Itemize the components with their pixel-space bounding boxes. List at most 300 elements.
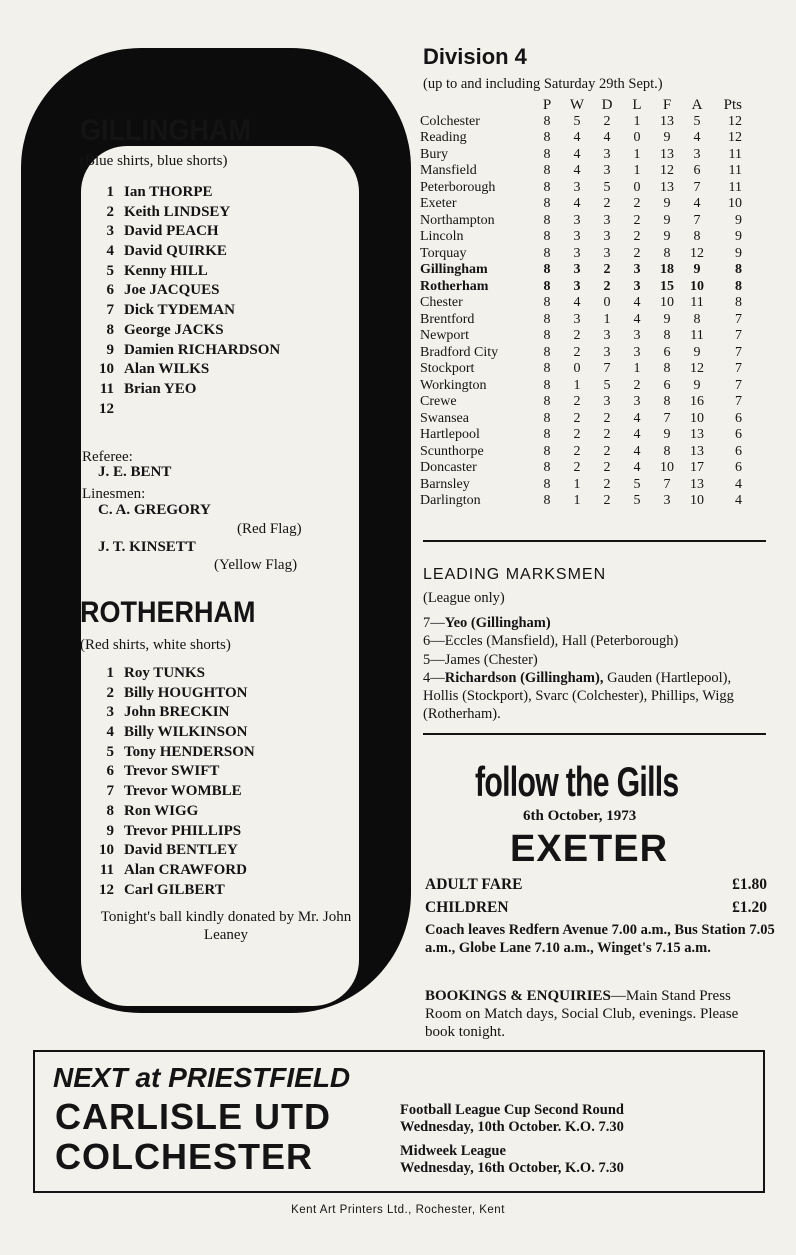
stat-f: 10: [660, 295, 674, 311]
children-fare-row: [425, 899, 767, 917]
stat-l: 3: [633, 344, 641, 360]
player-name: Alan WILKS: [124, 361, 210, 378]
stat-a: 10: [690, 493, 704, 509]
stat-l: 5: [633, 476, 641, 492]
table-row: [420, 411, 742, 428]
away-trip-date: 6th October, 1973: [523, 808, 637, 824]
stat-f: 9: [663, 212, 671, 228]
stat-f: 3: [663, 493, 671, 509]
stat-f: 12: [660, 163, 674, 179]
marksmen-subtitle: (League only): [423, 590, 505, 606]
stat-f: 15: [660, 278, 674, 294]
table-row: [420, 444, 742, 461]
stat-a: 13: [690, 476, 704, 492]
player-row: [88, 665, 255, 685]
player-name: Damien RICHARDSON: [124, 341, 281, 358]
player-row: [88, 685, 255, 705]
stat-l: 4: [633, 427, 641, 443]
player-row: [88, 243, 280, 263]
stat-pts: 11: [728, 146, 742, 162]
table-row: [420, 279, 742, 296]
stat-p: 8: [543, 113, 551, 129]
stat-p: 8: [543, 229, 551, 245]
stat-l: 5: [633, 493, 641, 509]
stat-w: 1: [573, 493, 581, 509]
stat-w: 3: [573, 229, 581, 245]
stat-pts: 9: [735, 229, 742, 245]
stat-d: 2: [603, 196, 611, 212]
stat-l: 2: [633, 229, 641, 245]
table-row: [420, 295, 742, 312]
stat-f: 9: [663, 427, 671, 443]
table-row: [420, 213, 742, 230]
stat-l: 4: [633, 295, 641, 311]
stat-p: 8: [543, 130, 551, 146]
player-name: Trevor WOMBLE: [124, 783, 242, 800]
team-name: Peterborough: [420, 179, 496, 195]
stat-a: 11: [690, 295, 704, 311]
table-row: [420, 477, 742, 494]
shirt-number: 8: [106, 802, 114, 819]
stat-d: 2: [603, 427, 611, 443]
shirt-number: 7: [106, 302, 114, 319]
table-row: [420, 427, 742, 444]
player-row: [88, 204, 280, 224]
stat-p: 8: [543, 196, 551, 212]
stat-l: 3: [633, 328, 641, 344]
adult-fare-label: ADULT FARE: [425, 876, 523, 893]
stat-p: 8: [543, 377, 551, 393]
match-ball-donation: Tonight's ball kindly donated by Mr. John Leaney: [100, 909, 352, 943]
team-name: Swansea: [420, 410, 469, 426]
linesman-2: J. T. KINSETT: [98, 539, 196, 555]
stat-a: 6: [693, 163, 701, 179]
shirt-number: 11: [99, 380, 114, 397]
stat-l: 0: [633, 179, 641, 195]
adult-fare-row: [425, 876, 767, 894]
stat-p: 8: [543, 278, 551, 294]
player-row: [88, 823, 255, 843]
linesman-2-flag: (Yellow Flag): [214, 557, 298, 573]
next-team-2: COLCHESTER: [55, 1136, 314, 1177]
stat-pts: 9: [735, 212, 742, 228]
player-name: George JACKS: [124, 321, 224, 338]
player-name: Dick TYDEMAN: [124, 302, 235, 319]
stat-p: 8: [543, 493, 551, 509]
rotherham-kit: (Red shirts, white shorts): [80, 637, 231, 653]
shirt-number: 8: [106, 321, 114, 338]
player-name: Trevor PHILLIPS: [124, 822, 242, 839]
team-name: Lincoln: [420, 229, 464, 245]
player-name: Ian THORPE: [124, 184, 213, 200]
shirt-number: 12: [99, 400, 114, 417]
player-row: [88, 862, 255, 882]
stat-a: 9: [693, 344, 701, 360]
player-row: [88, 322, 280, 342]
marksmen-line: 6—Eccles (Mansfield), Hall (Peterborough): [423, 633, 679, 650]
shirt-number: 2: [106, 684, 114, 701]
table-row: [420, 180, 742, 197]
stat-l: 1: [633, 146, 641, 162]
stat-p: 8: [543, 460, 551, 476]
table-row: [420, 394, 742, 411]
stat-pts: 11: [728, 179, 742, 195]
player-row: [88, 744, 255, 764]
stat-p: 8: [543, 295, 551, 311]
player-row: [88, 882, 255, 902]
stat-f: 8: [663, 361, 671, 377]
table-row: [420, 196, 742, 213]
stat-a: 8: [693, 311, 701, 327]
stat-a: 9: [693, 262, 701, 278]
stat-f: 8: [663, 245, 671, 261]
stat-f: 13: [660, 179, 674, 195]
stat-w: 4: [573, 295, 581, 311]
divider: [423, 540, 766, 542]
column-header: F: [662, 97, 672, 114]
linesmen-label: Linesmen:: [82, 486, 146, 502]
player-row: [88, 361, 280, 381]
column-header: W: [569, 97, 585, 114]
player-name: Ron WIGG: [124, 802, 199, 819]
team-name: Torquay: [420, 245, 467, 261]
stat-d: 2: [603, 410, 611, 426]
player-name: David PEACH: [124, 223, 219, 240]
table-row: [420, 114, 742, 131]
stat-p: 8: [543, 212, 551, 228]
stat-a: 16: [690, 394, 704, 410]
stat-p: 8: [543, 311, 551, 327]
bookings-info: BOOKINGS & ENQUIRIES—Main Stand Press Room on Match days, Social Club, evenings. Please book tonight.: [425, 988, 739, 1040]
column-header: D: [601, 97, 613, 114]
stat-pts: 6: [735, 410, 742, 426]
team-name: Brentford: [420, 311, 475, 327]
stat-w: 3: [573, 179, 581, 195]
stat-w: 2: [573, 443, 581, 459]
column-header: P: [542, 97, 552, 114]
stat-d: 2: [603, 476, 611, 492]
stat-pts: 7: [735, 377, 742, 393]
player-row: [88, 223, 280, 243]
stat-l: 1: [633, 163, 641, 179]
player-name: David QUIRKE: [124, 243, 227, 260]
column-header: L: [632, 97, 642, 114]
next-fixture-1: Football League Cup Second Round Wednesday, 10th October. K.O. 7.30: [400, 1102, 624, 1135]
player-name: John BRECKIN: [124, 704, 230, 721]
team-name: Crewe: [420, 394, 457, 410]
team-name: Colchester: [420, 113, 480, 129]
linesman-1-flag: (Red Flag): [237, 521, 302, 537]
stat-pts: 6: [735, 427, 742, 443]
team-name: Barnsley: [420, 476, 470, 492]
stat-l: 4: [633, 311, 641, 327]
stat-f: 9: [663, 311, 671, 327]
stat-f: 6: [663, 344, 671, 360]
table-row: [420, 229, 742, 246]
stat-d: 7: [603, 361, 611, 377]
stat-l: 2: [633, 377, 641, 393]
stat-p: 8: [543, 262, 551, 278]
stat-w: 3: [573, 212, 581, 228]
player-name: David BENTLEY: [124, 842, 238, 859]
stat-f: 9: [663, 229, 671, 245]
team-name: Workington: [420, 377, 487, 393]
player-name: Joe JACQUES: [124, 282, 220, 299]
stat-l: 1: [633, 113, 641, 129]
column-header: Pts: [723, 97, 742, 114]
stat-f: 10: [660, 460, 674, 476]
children-fare-label: CHILDREN: [425, 899, 509, 916]
player-row: [88, 401, 280, 421]
stat-d: 5: [603, 377, 611, 393]
gillingham-heading: GILLINGHAM: [80, 114, 251, 147]
player-name: Tony HENDERSON: [124, 743, 255, 760]
player-name: Roy TUNKS: [124, 665, 205, 681]
stat-pts: 4: [735, 476, 742, 492]
stat-p: 8: [543, 245, 551, 261]
next-fixture-2: Midweek League Wednesday, 16th October, K.O. 7.30: [400, 1143, 624, 1176]
stat-f: 8: [663, 394, 671, 410]
stat-p: 8: [543, 344, 551, 360]
stat-pts: 6: [735, 443, 742, 459]
team-name: Doncaster: [420, 460, 477, 476]
stat-pts: 8: [735, 278, 742, 294]
stat-d: 2: [603, 278, 611, 294]
stat-f: 13: [660, 146, 674, 162]
stat-a: 7: [693, 179, 701, 195]
stat-a: 11: [690, 328, 704, 344]
stat-p: 8: [543, 361, 551, 377]
stat-d: 4: [603, 130, 611, 146]
team-name: Scunthorpe: [420, 443, 484, 459]
player-name: Alan CRAWFORD: [124, 861, 247, 878]
stat-p: 8: [543, 394, 551, 410]
stat-l: 4: [633, 460, 641, 476]
table-row: [420, 130, 742, 147]
stat-pts: 11: [728, 163, 742, 179]
shirt-number: 10: [99, 842, 114, 859]
stat-w: 4: [573, 163, 581, 179]
stat-a: 3: [693, 146, 701, 162]
table-row: [420, 246, 742, 263]
stat-p: 8: [543, 179, 551, 195]
shirt-number: 3: [106, 704, 114, 721]
marksmen-list: [423, 614, 769, 724]
away-destination: EXETER: [510, 828, 669, 870]
adult-fare-price: £1.80: [732, 876, 767, 893]
stat-a: 5: [693, 113, 701, 129]
stat-l: 3: [633, 262, 641, 278]
stat-p: 8: [543, 410, 551, 426]
team-name: Bradford City: [420, 344, 499, 360]
stat-d: 3: [603, 344, 611, 360]
player-row: [88, 342, 280, 362]
stat-w: 3: [573, 311, 581, 327]
shirt-number: 6: [106, 763, 114, 780]
stat-w: 1: [573, 377, 581, 393]
stat-l: 1: [633, 361, 641, 377]
shirt-number: 1: [106, 665, 114, 681]
stat-pts: 7: [735, 394, 742, 410]
stat-w: 5: [573, 113, 581, 129]
shirt-number: 1: [106, 184, 114, 200]
stat-a: 17: [690, 460, 704, 476]
stat-f: 8: [663, 443, 671, 459]
stat-w: 4: [573, 196, 581, 212]
stat-f: 8: [663, 328, 671, 344]
player-row: [88, 803, 255, 823]
table-row: [420, 361, 742, 378]
team-name: Reading: [420, 130, 467, 146]
stat-a: 12: [690, 245, 704, 261]
stat-d: 0: [603, 295, 611, 311]
stat-f: 9: [663, 196, 671, 212]
team-name: Bury: [420, 146, 448, 162]
player-row: [88, 184, 280, 204]
table-row: [420, 163, 742, 180]
stat-f: 13: [660, 113, 674, 129]
shirt-number: 4: [106, 243, 114, 260]
table-row: [420, 262, 742, 279]
stat-w: 4: [573, 146, 581, 162]
team-name: Northampton: [420, 212, 495, 228]
printer-credit: Kent Art Printers Ltd., Rochester, Kent: [291, 1204, 505, 1216]
league-table: [420, 97, 742, 510]
follow-the-gills-title: follow the Gills: [475, 758, 679, 805]
player-row: [88, 842, 255, 862]
stat-pts: 7: [735, 361, 742, 377]
stat-d: 3: [603, 212, 611, 228]
marksmen-line: 4—Richardson (Gillingham), Gauden (Hartlepool), Hollis (Stockport), Svarc (Colchester), Phillips, Wigg (Rotherham).: [423, 669, 734, 723]
table-row: [420, 345, 742, 362]
stat-d: 2: [603, 460, 611, 476]
stat-w: 2: [573, 410, 581, 426]
stat-d: 2: [603, 493, 611, 509]
team-name: Rotherham: [420, 278, 489, 294]
stat-a: 10: [690, 278, 704, 294]
stat-p: 8: [543, 443, 551, 459]
shirt-number: 6: [106, 282, 114, 299]
table-row: [420, 460, 742, 477]
stat-d: 3: [603, 245, 611, 261]
stat-p: 8: [543, 328, 551, 344]
stat-l: 0: [633, 130, 641, 146]
stat-l: 2: [633, 212, 641, 228]
stat-d: 2: [603, 262, 611, 278]
stat-f: 6: [663, 377, 671, 393]
divider: [423, 733, 766, 735]
stat-w: 4: [573, 130, 581, 146]
table-row: [420, 328, 742, 345]
stat-w: 2: [573, 394, 581, 410]
marksmen-line: 5—James (Chester): [423, 651, 538, 668]
stat-pts: 10: [728, 196, 742, 212]
stat-d: 1: [603, 311, 611, 327]
table-row: [420, 312, 742, 329]
stat-w: 1: [573, 476, 581, 492]
children-fare-price: £1.20: [732, 899, 767, 916]
marksmen-title: LEADING MARKSMEN: [423, 566, 607, 583]
player-name: Trevor SWIFT: [124, 763, 220, 780]
shirt-number: 2: [106, 203, 114, 220]
player-row: [88, 763, 255, 783]
stat-l: 4: [633, 443, 641, 459]
stat-pts: 8: [735, 295, 742, 311]
header-team: [420, 97, 532, 114]
stat-a: 4: [693, 196, 701, 212]
shirt-number: 5: [106, 743, 114, 760]
stat-p: 8: [543, 476, 551, 492]
stat-w: 3: [573, 245, 581, 261]
stat-pts: 7: [735, 344, 742, 360]
team-name: Newport: [420, 328, 469, 344]
stat-d: 3: [603, 229, 611, 245]
stat-w: 2: [573, 344, 581, 360]
stat-a: 13: [690, 427, 704, 443]
stat-f: 18: [660, 262, 674, 278]
shirt-number: 9: [106, 822, 114, 839]
stat-a: 12: [690, 361, 704, 377]
stat-pts: 12: [728, 113, 742, 129]
shirt-number: 3: [106, 223, 114, 240]
player-name: Brian YEO: [124, 380, 197, 397]
division-title: Division 4: [423, 44, 527, 69]
shirt-number: 11: [99, 861, 114, 878]
player-name: Carl GILBERT: [124, 881, 225, 898]
player-row: [88, 704, 255, 724]
player-row: [88, 381, 280, 401]
stat-l: 2: [633, 196, 641, 212]
table-row: [420, 378, 742, 395]
stat-a: 8: [693, 229, 701, 245]
stat-d: 3: [603, 146, 611, 162]
stat-pts: 7: [735, 328, 742, 344]
stat-p: 8: [543, 427, 551, 443]
stat-d: 5: [603, 179, 611, 195]
shirt-number: 4: [106, 724, 114, 741]
stat-d: 3: [603, 394, 611, 410]
stat-a: 9: [693, 377, 701, 393]
player-row: [88, 302, 280, 322]
shirt-number: 5: [106, 262, 114, 279]
team-name: Exeter: [420, 196, 457, 212]
team-name: Stockport: [420, 361, 475, 377]
referee-name: J. E. BENT: [98, 464, 172, 480]
stat-w: 3: [573, 278, 581, 294]
stat-pts: 9: [735, 245, 742, 261]
stat-w: 3: [573, 262, 581, 278]
gillingham-kit: (Blue shirts, blue shorts): [80, 153, 228, 169]
shirt-number: 12: [99, 881, 114, 898]
team-name: Darlington: [420, 493, 481, 509]
stat-p: 8: [543, 163, 551, 179]
shirt-number: 10: [99, 361, 114, 378]
stat-f: 9: [663, 130, 671, 146]
stat-l: 3: [633, 394, 641, 410]
stat-w: 2: [573, 427, 581, 443]
shirt-number: 9: [106, 341, 114, 358]
stat-w: 0: [573, 361, 581, 377]
player-name: Kenny HILL: [124, 262, 208, 279]
shirt-number: 7: [106, 783, 114, 800]
stat-d: 2: [603, 443, 611, 459]
player-name: Keith LINDSEY: [124, 203, 231, 220]
next-title: NEXT at PRIESTFIELD: [53, 1062, 351, 1093]
player-name: Billy WILKINSON: [124, 724, 248, 741]
table-row: [420, 493, 742, 510]
stat-pts: 12: [728, 130, 742, 146]
team-name: Mansfield: [420, 163, 477, 179]
